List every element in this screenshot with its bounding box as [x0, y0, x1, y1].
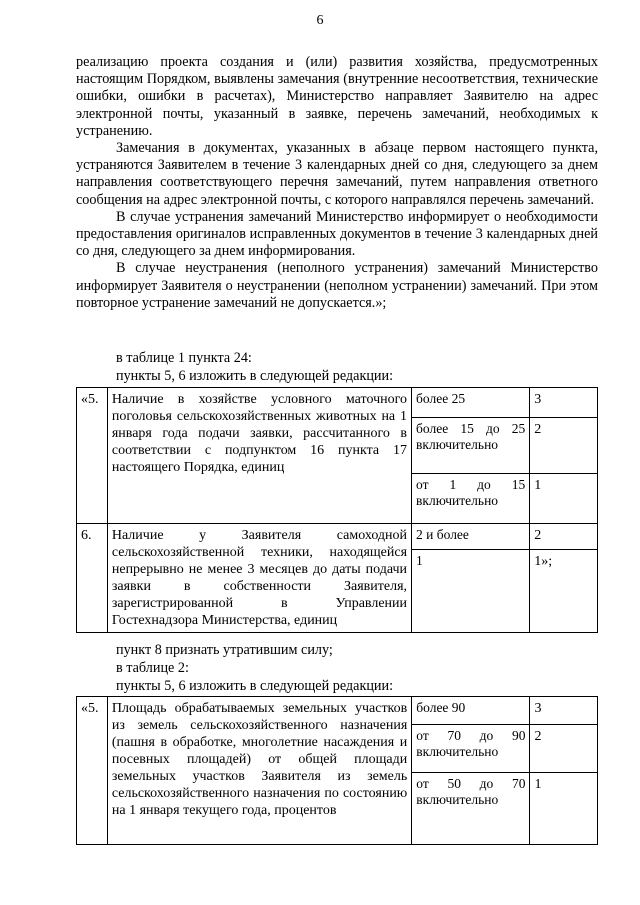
table-row: [77, 388, 598, 418]
paragraph: В случае неустранения (неполного устранения) замечаний Министерство информирует Заявителя о неустранении (неполном устранении) замечаний. При этом повторное устранение замечаний не допускается.»;: [76, 260, 598, 311]
page-number: 6: [316, 13, 324, 28]
range-cell: от 50 до 70 включительно: [412, 773, 530, 845]
table-row: [77, 697, 598, 725]
row-number: «5.: [77, 697, 108, 845]
score-cell: 3: [530, 697, 598, 725]
range-cell: от 1 до 15 включительно: [412, 474, 530, 524]
range-cell: 2 и более: [412, 524, 530, 550]
score-cell: 1: [530, 474, 598, 524]
paragraph: Замечания в документах, указанных в абзаце первом настоящего пункта, устраняются Заявителем в течение 3 календарных дней со дня, следующего за днем направления соответствующего перечня замечаний, путем направления ответного сообщения на адрес электронной почты, с которого направлялся перечень замечаний.: [76, 140, 598, 208]
row-number: 6.: [77, 524, 108, 633]
paragraph: реализацию проекта создания и (или) развития хозяйства, предусмотренных настоящим Порядком, выявлены замечания (внутренние несоответствия, технические ошибки, ошибки в расчетах), Министерство направляет Заявителю на адрес электронной почты, указанный в заявке, перечень замечаний, необходимых к устранению.: [76, 54, 598, 139]
table2-intro: в таблице 2:: [116, 660, 189, 676]
range-cell: от 70 до 90 включительно: [412, 725, 530, 773]
table1-edit-instruction: пункты 5, 6 изложить в следующей редакции:: [116, 368, 394, 384]
table2-edit-instruction: пункты 5, 6 изложить в следующей редакции:: [116, 678, 394, 694]
score-cell: 2: [530, 524, 598, 550]
score-cell: 3: [530, 388, 598, 418]
criterion-text: Наличие в хозяйстве условного маточного поголовья сельскохозяйственных животных на 1 января года подачи заявки, рассчитанного в соответствии с подпунктом 16 пункта 17 настоящего Порядка, единиц: [107, 388, 411, 524]
row-number: «5.: [77, 388, 108, 524]
score-cell: 2: [530, 418, 598, 474]
criteria-table-2: [76, 696, 598, 845]
range-cell: более 15 до 25 включительно: [412, 418, 530, 474]
criteria-table-1: [76, 387, 598, 633]
score-cell: 1»;: [530, 550, 598, 633]
table1-intro: в таблице 1 пункта 24:: [116, 350, 252, 366]
paragraph: В случае устранения замечаний Министерство информирует о необходимости предоставления оригиналов исправленных документов в течение 3 календарных дней со дня, следующего за днем информирования.: [76, 208, 598, 260]
score-cell: 2: [530, 725, 598, 773]
point8-instruction: пункт 8 признать утратившим силу;: [116, 642, 333, 658]
range-cell: 1: [412, 550, 530, 633]
body-text: [76, 54, 598, 312]
criterion-text: Наличие у Заявителя самоходной сельскохозяйственной техники, находящейся непрерывно не менее 3 месяцев до даты подачи заявки в собственности Заявителя, зарегистрированной в Управлении Гостехнадзора Министерства, единиц: [107, 524, 411, 633]
range-cell: более 90: [412, 697, 530, 725]
range-cell: более 25: [412, 388, 530, 418]
table-row: [77, 524, 598, 550]
score-cell: 1: [530, 773, 598, 845]
criterion-text: Площадь обрабатываемых земельных участков из земель сельскохозяйственного назначения (пашня в обработке, многолетние насаждения и посевных площадей) от общей площади земельных участков Заявителя из земель сельскохозяйственного назначения по состоянию на 1 января текущего года, процентов: [107, 697, 411, 845]
